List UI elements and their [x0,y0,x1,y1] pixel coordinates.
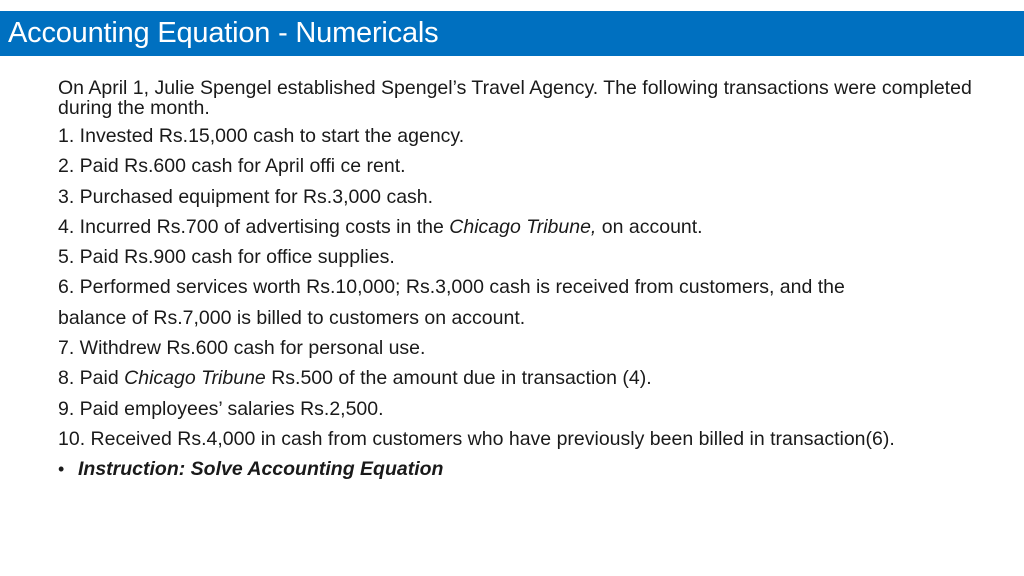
slide-title: Accounting Equation - Numericals [8,17,439,49]
problem-intro: On April 1, Julie Spengel established Spengel’s Travel Agency. The following transactions were completed during the month. [58,77,972,119]
transaction-4-text: 4. Incurred Rs.700 of advertising costs in the [58,215,450,238]
transaction-8-text: 8. Paid [58,367,125,390]
transaction-8-publication: Chicago Tribune [124,367,266,390]
transaction-4-publication: Chicago Tribune, [449,215,597,238]
transaction-5: 5. Paid Rs.900 cash for office supplies. [58,246,395,269]
transaction-9: 9. Paid employees’ salaries Rs.2,500. [58,397,384,420]
transaction-7: 7. Withdrew Rs.600 cash for personal use. [58,337,426,360]
bullet-icon: • [58,459,65,480]
transaction-4-tail: on account. [596,215,703,238]
transaction-6-line-2: balance of Rs.7,000 is billed to customers on account. [58,306,526,329]
transaction-2: 2. Paid Rs.600 cash for April offi ce rent. [58,155,406,178]
transaction-6-line-1: 6. Performed services worth Rs.10,000; Rs.3,000 cash is received from customers, and the [58,276,845,299]
transaction-1: 1. Invested Rs.15,000 cash to start the agency. [58,125,465,147]
slide-content [58,78,998,485]
instruction-item [58,454,998,484]
title-bar [0,11,1024,56]
transaction-10: 10. Received Rs.4,000 in cash from customers who have previously been billed in transaction(6). [58,427,895,450]
instruction-text: Instruction: Solve Accounting Equation [78,458,444,481]
transaction-8-tail: Rs.500 of the amount due in transaction (4). [265,367,652,390]
transaction-3: 3. Purchased equipment for Rs.3,000 cash. [58,185,434,208]
transaction-4 [58,212,998,242]
transaction-8 [58,363,998,393]
